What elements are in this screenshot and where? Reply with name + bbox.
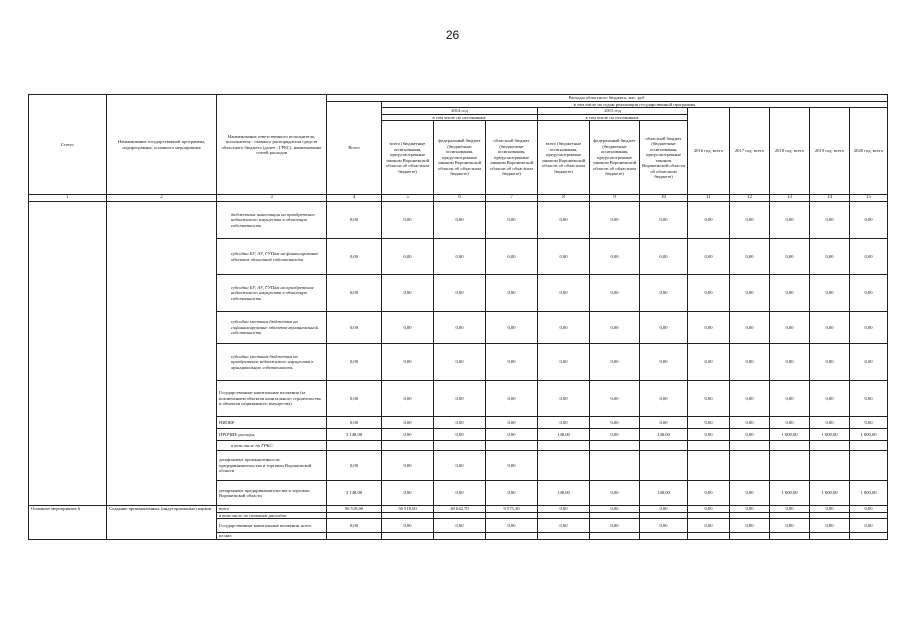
section-name: Создание промышленных (индустриальных) парков — [107, 506, 217, 540]
expense-item-label: субсидии местным бюджетам на приобретение недвижимого имущества в муниципальную собственность — [217, 344, 327, 381]
col-number: 14 — [810, 195, 850, 202]
value-cell — [434, 533, 486, 540]
value-cell: 0,00 — [810, 275, 850, 312]
value-cell: 0,00 — [486, 381, 538, 417]
value-cell: 0,00 — [538, 344, 590, 381]
value-cell: 0,00 — [850, 344, 888, 381]
col-number: 12 — [730, 195, 770, 202]
col-number: 9 — [590, 195, 640, 202]
value-cell: 0,00 — [434, 481, 486, 506]
value-cell: 0,00 — [688, 239, 730, 275]
value-cell: 0,00 — [810, 344, 850, 381]
value-cell: 0,00 — [810, 506, 850, 513]
value-cell: 0,00 — [850, 202, 888, 239]
value-cell: 0,00 — [730, 417, 770, 429]
value-cell: 3 148,00 — [327, 429, 382, 441]
col-number: 7 — [486, 195, 538, 202]
value-cell — [327, 533, 382, 540]
value-cell: 0,00 — [486, 312, 538, 344]
value-cell: 0,00 — [382, 451, 434, 481]
col10-header: областной бюджет (бюджетные ассигнования, предусмотренные законом Воронежской области об областном бюджете) — [640, 121, 688, 195]
value-cell: 0,00 — [590, 275, 640, 312]
value-cell: 0,00 — [688, 481, 730, 506]
value-cell: 0,00 — [538, 417, 590, 429]
value-cell — [770, 441, 810, 451]
expense-item-label: всего — [217, 506, 327, 513]
value-cell: 0,00 — [382, 381, 434, 417]
value-cell — [382, 533, 434, 540]
value-cell: 0,00 — [640, 519, 688, 533]
value-cell: 0,00 — [486, 275, 538, 312]
value-cell: 0,00 — [850, 381, 888, 417]
value-cell: 0,00 — [730, 506, 770, 513]
value-cell: 0,00 — [327, 202, 382, 239]
table-row — [29, 202, 888, 239]
value-cell: 0,00 — [486, 429, 538, 441]
value-cell: 0,00 — [850, 312, 888, 344]
value-cell: 0,00 — [688, 506, 730, 513]
col8-header: всего (бюджетные ассигнования, предусмотренные законом Воронежской области об областном бюджете) — [538, 121, 590, 195]
value-cell: 0,00 — [810, 312, 850, 344]
expense-item-label: Государственные капитальные вложения (за исключением объектов капитального строительства и объектов недвижимого имущества) — [217, 381, 327, 417]
value-cell — [770, 451, 810, 481]
col-number: 5 — [382, 195, 434, 202]
value-cell: 0,00 — [810, 381, 850, 417]
program-name-header: Наименование государственной программы, подпрограммы, основного мероприятия — [107, 95, 217, 195]
value-cell: 0,00 — [730, 381, 770, 417]
value-cell: 0,00 — [486, 239, 538, 275]
status-cell — [29, 202, 107, 506]
value-cell — [810, 451, 850, 481]
value-cell — [382, 441, 434, 451]
value-cell: 0,00 — [382, 312, 434, 344]
value-cell: 0,00 — [590, 202, 640, 239]
value-cell: 0,00 — [640, 312, 688, 344]
value-cell: 0,00 — [538, 239, 590, 275]
program-name-cell — [107, 202, 217, 506]
value-cell — [640, 451, 688, 481]
total-header: Всего — [327, 101, 382, 195]
expense-item-label: НИОКР — [217, 417, 327, 429]
value-cell: 0,00 — [688, 381, 730, 417]
value-cell: 0,00 — [730, 344, 770, 381]
value-cell: 0,00 — [327, 451, 382, 481]
value-cell: 0,00 — [730, 202, 770, 239]
value-cell: 0,00 — [850, 239, 888, 275]
value-cell — [850, 533, 888, 540]
value-cell: 0,00 — [770, 506, 810, 513]
value-cell: 0,00 — [434, 275, 486, 312]
value-cell: 0,00 — [688, 312, 730, 344]
value-cell: 0,00 — [770, 519, 810, 533]
expense-item-label: из них — [217, 533, 327, 540]
value-cell — [590, 441, 640, 451]
col-number: 3 — [217, 195, 327, 202]
value-cell: 0,00 — [382, 429, 434, 441]
expenses-header: Расходы областного бюджета, тыс. руб. — [327, 95, 888, 102]
section-status: Основное мероприятие 6 — [29, 506, 107, 540]
col9-header: федеральный бюджет (бюджетные ассигнования, предусмотренные законом Воронежской области об областном бюджете) — [590, 121, 640, 195]
value-cell: 0,00 — [730, 275, 770, 312]
col-number: 8 — [538, 195, 590, 202]
expense-item-label: в том числе по статьям расходов: — [217, 512, 327, 519]
value-cell — [850, 441, 888, 451]
value-cell — [688, 451, 730, 481]
value-cell: 0,00 — [382, 417, 434, 429]
year-2017-header: 2017 год, всего — [730, 108, 770, 195]
value-cell — [810, 441, 850, 451]
value-cell: 0,00 — [538, 275, 590, 312]
col-number: 15 — [850, 195, 888, 202]
value-cell — [486, 441, 538, 451]
value-cell — [590, 451, 640, 481]
value-cell — [850, 451, 888, 481]
budget-table — [28, 94, 888, 540]
by-years-header: в том числе по годам реализации государственной программы — [382, 101, 888, 108]
col-number: 11 — [688, 195, 730, 202]
value-cell: 1 000,00 — [810, 481, 850, 506]
value-cell — [434, 441, 486, 451]
value-cell: 0,00 — [730, 481, 770, 506]
expense-item-label: департамент предпринимательства и торговли Воронежской области — [217, 481, 327, 506]
value-cell: 1 000,00 — [770, 429, 810, 441]
value-cell: 0,00 — [730, 519, 770, 533]
value-cell — [688, 533, 730, 540]
value-cell: 0,00 — [770, 312, 810, 344]
value-cell — [730, 533, 770, 540]
value-cell: 0,00 — [770, 344, 810, 381]
value-cell — [730, 451, 770, 481]
sources-2015-header: в том числе по источникам: — [538, 114, 688, 121]
value-cell: 0,00 — [730, 429, 770, 441]
value-cell: 0,00 — [688, 519, 730, 533]
value-cell: 0,00 — [382, 202, 434, 239]
value-cell — [640, 441, 688, 451]
expense-item-label: субсидии местным бюджетам на софинансирование объектов муниципальной собственности — [217, 312, 327, 344]
value-cell: 0,00 — [640, 275, 688, 312]
expense-item-label: Государственные капитальные вложения, всего — [217, 519, 327, 533]
col-number: 1 — [29, 195, 107, 202]
col7-header: областной бюджет (бюджетные ассигнования, предусмотренные законом Воронежской области об областном бюджете) — [486, 121, 538, 195]
year-2015-header: 2015 год — [538, 108, 688, 115]
value-cell: 0,00 — [590, 381, 640, 417]
value-cell: 0,00 — [810, 202, 850, 239]
value-cell — [770, 533, 810, 540]
value-cell: 0,00 — [486, 451, 538, 481]
value-cell — [810, 533, 850, 540]
expense-item-label: субсидии БУ, АУ, ГУПам на финансирование объектов областной собственности — [217, 239, 327, 275]
value-cell: 0,00 — [590, 481, 640, 506]
value-cell: 0,00 — [434, 519, 486, 533]
column-numbers-row — [29, 195, 888, 202]
value-cell: 0,00 — [770, 202, 810, 239]
value-cell: 0,00 — [640, 344, 688, 381]
value-cell: 0,00 — [850, 417, 888, 429]
value-cell: 0,00 — [850, 519, 888, 533]
value-cell: 0,00 — [640, 239, 688, 275]
value-cell: 0,00 — [640, 202, 688, 239]
status-header: Статус — [29, 95, 107, 195]
value-cell: 0,00 — [434, 417, 486, 429]
expense-item-label: бюджетные инвестиции на приобретение недвижимого имущества в областную собственность — [217, 202, 327, 239]
year-2018-header: 2018 год, всего — [770, 108, 810, 195]
value-cell: 50 518,00 — [382, 506, 434, 513]
value-cell: 0,00 — [434, 239, 486, 275]
value-cell: 0,00 — [486, 344, 538, 381]
expense-item-label: субсидии БУ, АУ, ГУПам на приобретение недвижимого имущества в областную собственность — [217, 275, 327, 312]
value-cell: 148,00 — [640, 429, 688, 441]
col6-header: федеральный бюджет (бюджетные ассигнования, предусмотренные законом Воронежской области об областном бюджете) — [434, 121, 486, 195]
value-cell: 0,00 — [434, 381, 486, 417]
value-cell: 0,00 — [486, 417, 538, 429]
value-cell: 0,00 — [590, 344, 640, 381]
col-number: 4 — [327, 195, 382, 202]
value-cell: 0,00 — [434, 429, 486, 441]
col-number: 6 — [434, 195, 486, 202]
value-cell: 0,00 — [590, 417, 640, 429]
value-cell: 0,00 — [486, 202, 538, 239]
value-cell — [688, 441, 730, 451]
value-cell — [640, 533, 688, 540]
value-cell: 1 000,00 — [810, 429, 850, 441]
value-cell: 9 575,30 — [486, 506, 538, 513]
value-cell: 0,00 — [590, 312, 640, 344]
value-cell: 0,00 — [590, 429, 640, 441]
value-cell: 0,00 — [538, 381, 590, 417]
value-cell: 0,00 — [688, 429, 730, 441]
col-number: 2 — [107, 195, 217, 202]
value-cell: 0,00 — [770, 239, 810, 275]
value-cell: 0,00 — [434, 344, 486, 381]
value-cell: 0,00 — [590, 519, 640, 533]
sources-2014-header: в том числе по источникам: — [382, 114, 538, 121]
value-cell: 0,00 — [770, 275, 810, 312]
value-cell: 0,00 — [486, 481, 538, 506]
value-cell: 0,00 — [640, 417, 688, 429]
value-cell: 0,00 — [382, 481, 434, 506]
value-cell: 0,00 — [327, 312, 382, 344]
value-cell: 40 042,70 — [434, 506, 486, 513]
value-cell: 0,00 — [327, 519, 382, 533]
value-cell: 0,00 — [538, 506, 590, 513]
value-cell: 50 518,00 — [327, 506, 382, 513]
value-cell: 0,00 — [382, 519, 434, 533]
value-cell: 0,00 — [538, 312, 590, 344]
value-cell: 0,00 — [538, 202, 590, 239]
value-cell: 3 148,00 — [327, 481, 382, 506]
value-cell: 0,00 — [770, 417, 810, 429]
table-body — [29, 202, 888, 540]
year-2020-header: 2020 год, всего — [850, 108, 888, 195]
value-cell: 0,00 — [327, 344, 382, 381]
value-cell: 0,00 — [382, 344, 434, 381]
value-cell: 0,00 — [810, 239, 850, 275]
value-cell — [538, 441, 590, 451]
value-cell: 0,00 — [538, 519, 590, 533]
value-cell: 0,00 — [382, 239, 434, 275]
value-cell: 0,00 — [730, 239, 770, 275]
expense-item-label: департамент промышленности, предпринимательства и торговли Воронежской области — [217, 451, 327, 481]
value-cell — [590, 533, 640, 540]
expense-item-label: в том числе по ГРБС: — [217, 441, 327, 451]
value-cell: 0,00 — [590, 506, 640, 513]
value-cell: 0,00 — [810, 519, 850, 533]
value-cell: 0,00 — [688, 417, 730, 429]
page-number: 26 — [445, 28, 460, 42]
executor-header: Наименование ответственного исполнителя, исполнителя - главного распорядителя средств областного бюджета (далее - ГРБС), наименование статей расходов — [217, 95, 327, 195]
col5-header: всего (бюджетные ассигнования, предусмотренные законом Воронежской области об областном бюджете) — [382, 121, 434, 195]
value-cell: 148,00 — [538, 429, 590, 441]
year-2019-header: 2019 год, всего — [810, 108, 850, 195]
value-cell: 0,00 — [688, 202, 730, 239]
value-cell: 0,00 — [434, 451, 486, 481]
value-cell: 0,00 — [730, 312, 770, 344]
col-number: 10 — [640, 195, 688, 202]
value-cell: 0,00 — [688, 344, 730, 381]
value-cell: 0,00 — [590, 239, 640, 275]
value-cell — [730, 441, 770, 451]
value-cell: 0,00 — [434, 312, 486, 344]
value-cell: 0,00 — [770, 381, 810, 417]
value-cell: 0,00 — [640, 381, 688, 417]
value-cell: 0,00 — [850, 506, 888, 513]
value-cell: 148,00 — [640, 481, 688, 506]
value-cell: 0,00 — [688, 275, 730, 312]
year-2014-header: 2014 год — [382, 108, 538, 115]
year-2016-header: 2016 год, всего — [688, 108, 730, 195]
value-cell: 0,00 — [382, 275, 434, 312]
value-cell — [538, 451, 590, 481]
value-cell: 0,00 — [327, 381, 382, 417]
value-cell: 0,00 — [810, 417, 850, 429]
value-cell: 0,00 — [486, 519, 538, 533]
value-cell: 0,00 — [640, 506, 688, 513]
value-cell: 1 000,00 — [770, 481, 810, 506]
value-cell — [327, 441, 382, 451]
expense-item-label: ПРОЧИЕ расходы — [217, 429, 327, 441]
value-cell: 0,00 — [327, 417, 382, 429]
value-cell: 0,00 — [850, 275, 888, 312]
value-cell: 1 000,00 — [850, 429, 888, 441]
value-cell: 148,00 — [538, 481, 590, 506]
value-cell — [486, 533, 538, 540]
value-cell — [538, 533, 590, 540]
value-cell: 0,00 — [327, 275, 382, 312]
value-cell: 0,00 — [434, 202, 486, 239]
col-number: 13 — [770, 195, 810, 202]
value-cell: 1 000,00 — [850, 481, 888, 506]
value-cell: 0,00 — [327, 239, 382, 275]
